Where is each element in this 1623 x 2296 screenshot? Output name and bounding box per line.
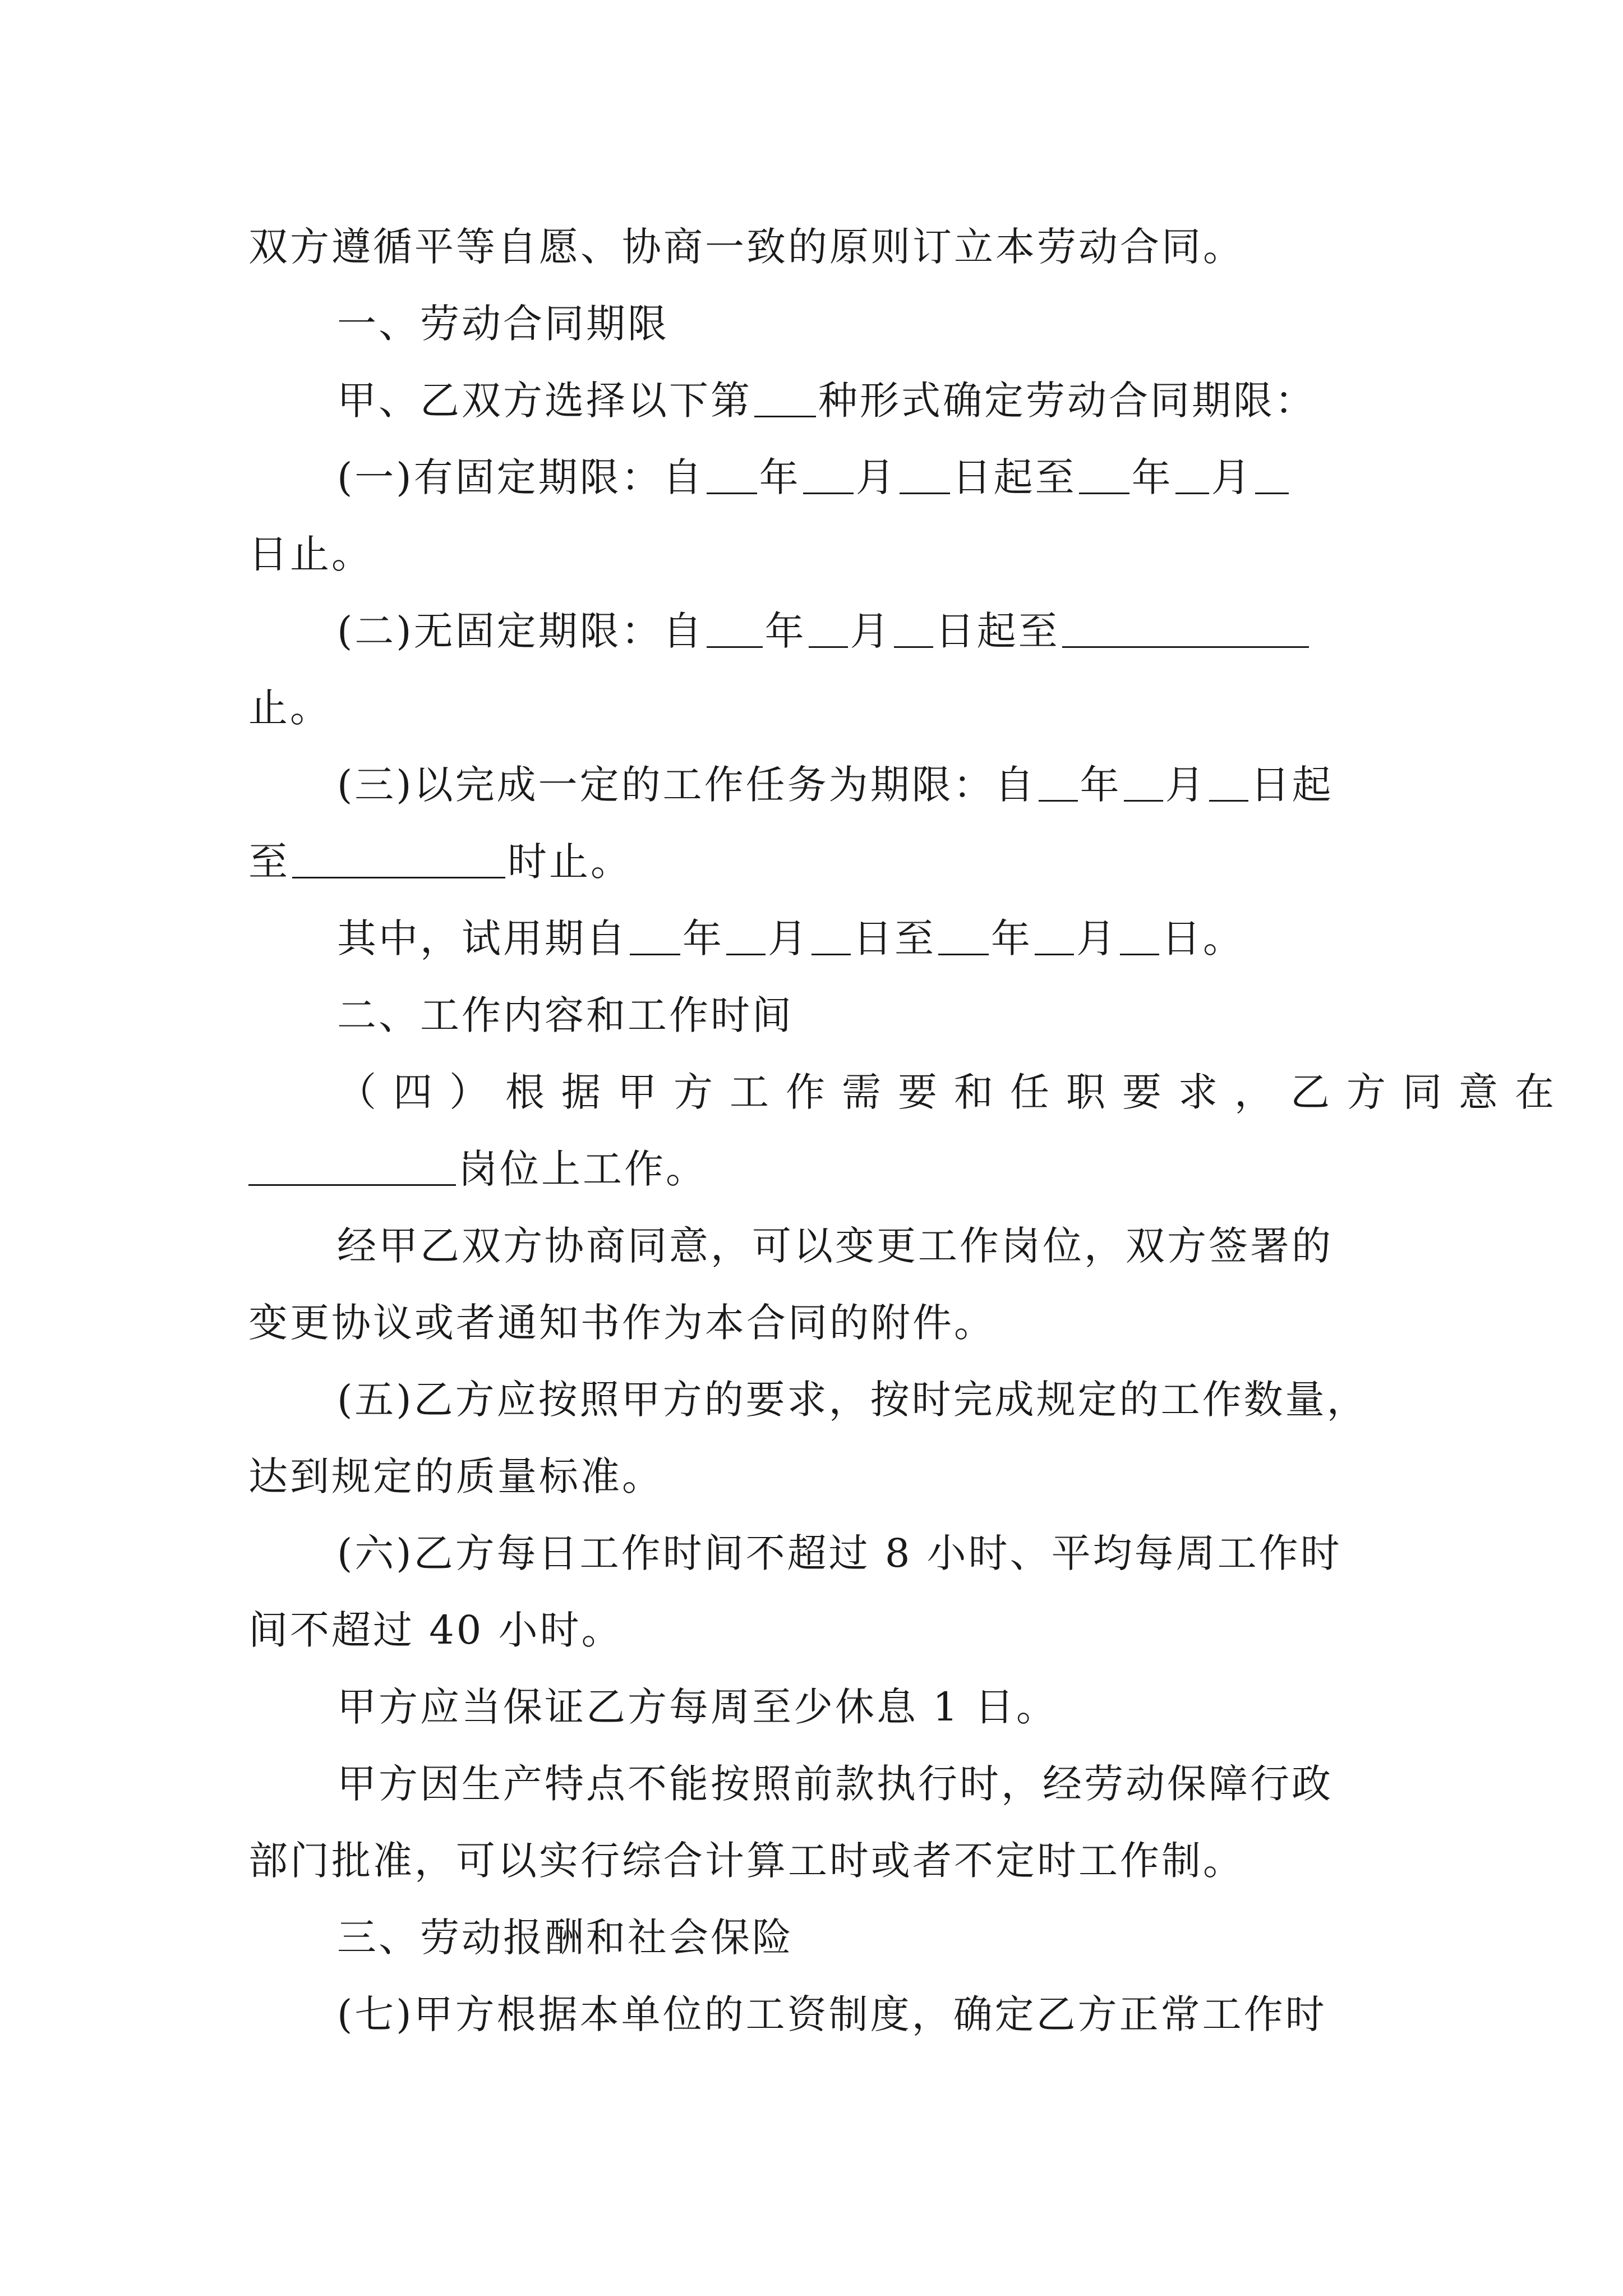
text-run: 月 [768, 915, 809, 961]
fill-in-blank[interactable] [803, 453, 854, 494]
text-run: 二、工作内容和工作时间 [337, 992, 794, 1038]
paragraph-line [248, 515, 373, 593]
paragraph-line [248, 1437, 663, 1516]
paragraph-line [337, 1207, 1333, 1285]
text-run: 双方遵循平等自愿、协商一致的原则订立本劳动合同。 [248, 224, 1244, 270]
paragraph-line [248, 1283, 995, 1362]
text-run: (五)乙方应按照甲方的要求，按时完成规定的工作数量， [337, 1377, 1368, 1423]
paragraph-line [248, 822, 632, 901]
paragraph-line [337, 1668, 1058, 1746]
paragraph-line [337, 361, 1316, 440]
text-run: 月 [1165, 762, 1207, 808]
text-run: 年 [991, 915, 1032, 961]
paragraph-line [337, 1745, 1333, 1823]
text-run: 止。 [248, 685, 331, 731]
fill-in-blank[interactable] [1035, 914, 1074, 955]
text-run: 年 [759, 454, 801, 500]
section-heading [337, 284, 669, 363]
section-heading [337, 976, 794, 1055]
fill-in-blank[interactable] [726, 914, 766, 955]
text-run: （四）根据甲方工作需要和任职要求，乙方同意在 [337, 1069, 1571, 1115]
text-run: 年 [764, 608, 806, 654]
paragraph-line [248, 1821, 1244, 1900]
paragraph-line [337, 592, 1311, 670]
fill-in-blank[interactable] [1209, 761, 1248, 802]
paragraph-line [248, 669, 331, 747]
text-run: 至 [248, 839, 290, 885]
fill-in-blank[interactable] [811, 914, 851, 955]
fill-in-blank[interactable] [248, 1145, 456, 1186]
text-run: 年 [1080, 762, 1122, 808]
text-run: (二)无固定期限：自 [337, 608, 704, 654]
text-run: 其中，试用期自 [337, 915, 628, 961]
fill-in-blank[interactable] [809, 607, 848, 648]
text-run: 岗位上工作。 [458, 1146, 707, 1192]
paragraph-line [337, 1975, 1327, 2054]
paragraph-line [337, 1053, 1571, 1131]
fill-in-blank[interactable] [900, 453, 950, 494]
fill-in-blank[interactable] [707, 607, 763, 648]
fill-in-blank[interactable] [754, 376, 816, 417]
text-run: 日起至 [952, 454, 1077, 500]
paragraph-line [248, 1591, 623, 1669]
fill-in-blank[interactable] [938, 914, 989, 955]
text-run: 日起至 [935, 608, 1060, 654]
fill-in-blank[interactable] [292, 838, 505, 878]
fill-in-blank[interactable] [707, 453, 757, 494]
text-run: 日起 [1250, 762, 1334, 808]
fill-in-blank[interactable] [1039, 761, 1078, 802]
paragraph-line [248, 1130, 707, 1208]
text-run: 经甲乙双方协商同意，可以变更工作岗位，双方签署的 [337, 1223, 1333, 1269]
text-run: (六)乙方每日工作时间不超过 8 小时、平均每周工作时 [337, 1530, 1342, 1576]
paragraph-line [337, 438, 1291, 517]
paragraph-line [337, 1360, 1368, 1439]
text-run: 甲方因生产特点不能按照前款执行时，经劳动保障行政 [337, 1761, 1333, 1807]
text-run: (七)甲方根据本单位的工资制度，确定乙方正常工作时 [337, 1991, 1327, 2037]
text-run: 日止。 [248, 531, 373, 577]
fill-in-blank[interactable] [1175, 453, 1209, 494]
text-run: 达到规定的质量标准。 [248, 1453, 663, 1499]
fill-in-blank[interactable] [1062, 607, 1309, 648]
section-heading [337, 1898, 794, 1977]
paragraph-line [337, 1514, 1342, 1593]
fill-in-blank[interactable] [1120, 914, 1159, 955]
text-run: 甲方应当保证乙方每周至少休息 1 日。 [337, 1684, 1058, 1730]
fill-in-blank[interactable] [1255, 453, 1289, 494]
text-run: 年 [683, 915, 724, 961]
text-run: 月 [1076, 915, 1118, 961]
paragraph-line [337, 899, 1244, 978]
text-run: 部门批准，可以实行综合计算工时或者不定时工作制。 [248, 1838, 1244, 1884]
paragraph-line [337, 746, 1334, 824]
text-run: (一)有固定期限：自 [337, 454, 704, 500]
text-run: 日至 [853, 915, 936, 961]
text-run: 月 [855, 454, 897, 500]
fill-in-blank[interactable] [630, 914, 680, 955]
text-run: (三)以完成一定的工作任务为期限：自 [337, 762, 1036, 808]
text-run: 甲、乙双方选择以下第 [337, 378, 752, 424]
fill-in-blank[interactable] [1124, 761, 1163, 802]
text-run: 三、劳动报酬和社会保险 [337, 1915, 794, 1961]
text-run: 一、劳动合同期限 [337, 301, 669, 347]
text-run: 时止。 [508, 839, 632, 885]
text-run: 变更协议或者通知书作为本合同的附件。 [248, 1300, 995, 1346]
text-run: 年 [1131, 454, 1173, 500]
text-run: 种形式确定劳动合同期限： [818, 378, 1316, 424]
text-run: 月 [1211, 454, 1253, 500]
text-run: 间不超过 40 小时。 [248, 1607, 623, 1653]
text-run: 日。 [1161, 915, 1244, 961]
fill-in-blank[interactable] [894, 607, 933, 648]
paragraph-line [248, 208, 1244, 286]
text-run: 月 [850, 608, 892, 654]
fill-in-blank[interactable] [1079, 453, 1129, 494]
